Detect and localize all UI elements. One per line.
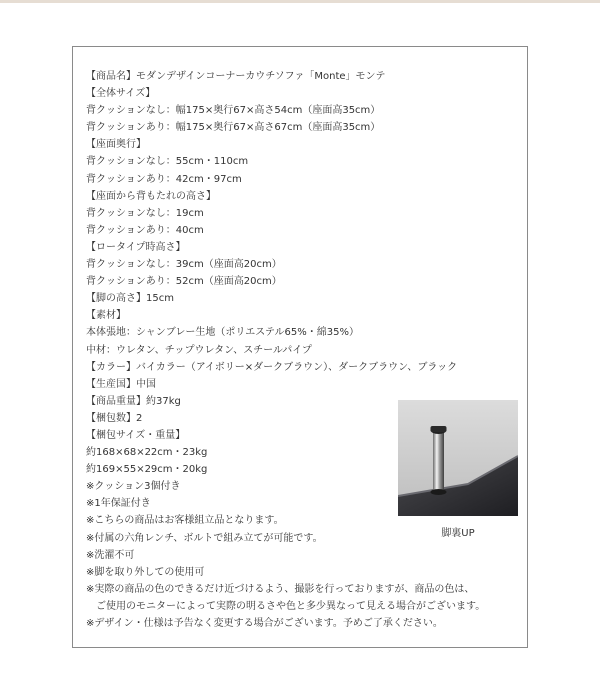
spec-line: 【座面から背もたれの高さ】 bbox=[86, 190, 216, 202]
spec-line: 背クッションあり：幅175×奥行67×高さ67cm（座面高35cm） bbox=[86, 122, 381, 134]
spec-line: 【梱包数】2 bbox=[86, 412, 143, 424]
spec-line: ※洗濯不可 bbox=[86, 549, 135, 561]
spec-line: 背クッションなし：39cm（座面高20cm） bbox=[86, 259, 282, 271]
spec-line: 【梱包サイズ・重量】 bbox=[86, 429, 186, 441]
spec-line: ※クッション3個付き bbox=[86, 481, 181, 493]
top-divider bbox=[0, 0, 600, 3]
spec-line: 【脚の高さ】15cm bbox=[86, 293, 174, 305]
sofa-leg-image bbox=[398, 400, 518, 516]
spec-line: 【生産国】中国 bbox=[86, 378, 156, 390]
spec-line: 【ロータイプ時高さ】 bbox=[86, 241, 186, 253]
spec-line: 約169×55×29cm・20kg bbox=[86, 464, 208, 476]
spec-line: 【素材】 bbox=[86, 310, 126, 322]
spec-line: 背クッションなし：幅175×奥行67×高さ54cm（座面高35cm） bbox=[86, 105, 381, 117]
spec-line: 【座面奥行】 bbox=[86, 139, 146, 151]
spec-line: ※実際の商品の色のできるだけ近づけるよう、撮影を行っておりますが、商品の色は、 bbox=[86, 583, 475, 595]
spec-line: 【カラー】バイカラー（アイボリー×ダークブラウン）、ダークブラウン、ブラック bbox=[86, 361, 458, 373]
spec-line: 本体張地：シャンブレー生地（ポリエステル65%・綿35%） bbox=[86, 327, 359, 339]
photo-caption: 脚裏UP bbox=[441, 528, 475, 539]
leg-closeup-photo bbox=[398, 400, 518, 516]
spec-line: ※脚を取り外しての使用可 bbox=[86, 566, 205, 578]
spec-line: 背クッションあり：42cm・97cm bbox=[86, 173, 242, 185]
spec-line: 背クッションあり：40cm bbox=[86, 224, 204, 236]
spec-line: ご使用のモニターによって実際の明るさや色と多少異なって見える場合がございます。 bbox=[86, 600, 486, 612]
spec-line: ※こちらの商品はお客様組立品となります。 bbox=[86, 515, 284, 527]
spec-line: 背クッションあり：52cm（座面高20cm） bbox=[86, 276, 282, 288]
spec-line: 【全体サイズ】 bbox=[86, 88, 156, 100]
spec-line: 中材：ウレタン、チップウレタン、スチールパイプ bbox=[86, 344, 312, 356]
spec-line: 約168×68×22cm・23kg bbox=[86, 447, 208, 459]
spec-line: 【商品重量】約37kg bbox=[86, 395, 181, 407]
spec-line: ※デザイン・仕様は予告なく変更する場合がございます。予めご了承ください。 bbox=[86, 618, 443, 629]
spec-list bbox=[86, 68, 526, 632]
spec-line: ※付属の六角レンチ、ボルトで組み立てが可能です。 bbox=[86, 532, 323, 544]
spec-line: 背クッションなし：19cm bbox=[86, 207, 204, 219]
spec-line: 【商品名】モダンデザインコーナーカウチソファ「Monte」モンテ bbox=[86, 71, 386, 82]
spec-line: ※1年保証付き bbox=[86, 498, 151, 510]
spec-line: 背クッションなし：55cm・110cm bbox=[86, 156, 249, 168]
